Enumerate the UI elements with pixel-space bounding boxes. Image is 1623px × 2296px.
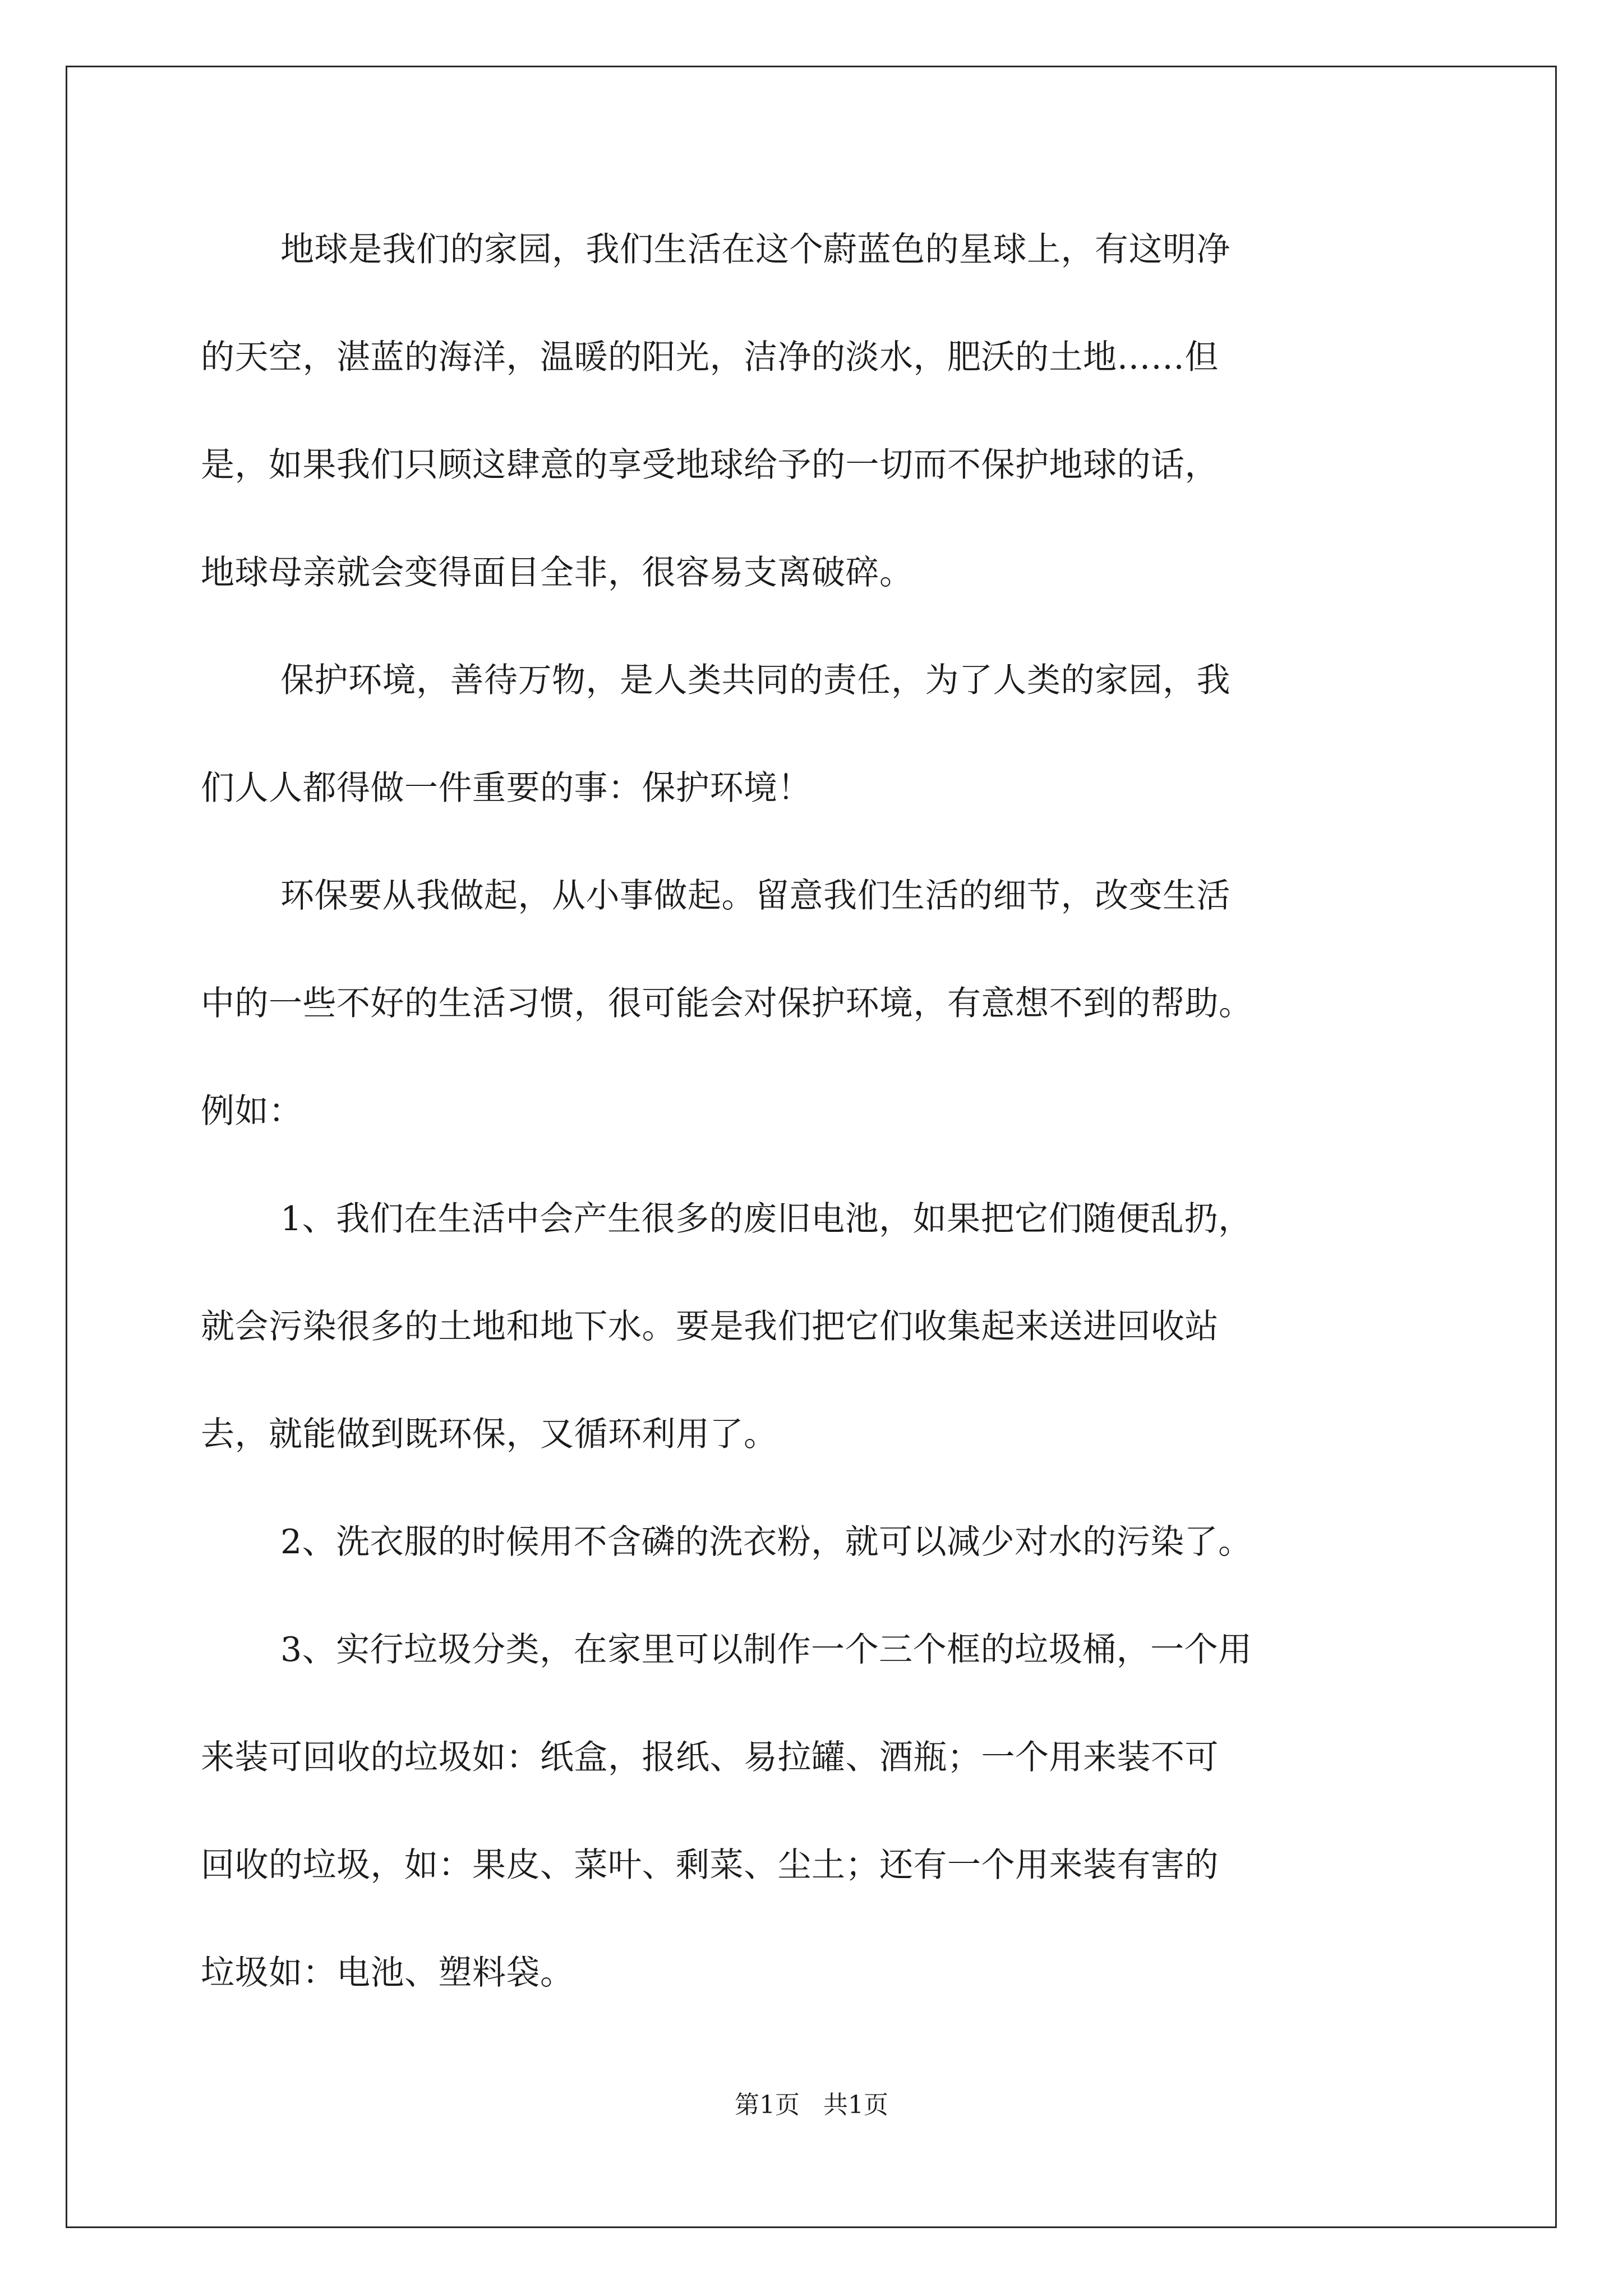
- text-line: 们人人都得做一件重要的事：保护环境！: [201, 769, 811, 808]
- text-line: 垃圾如：电池、塑料袋。: [201, 1953, 574, 1993]
- text-line: 地球是我们的家园，我们生活在这个蔚蓝色的星球上，有这明净: [280, 230, 1230, 269]
- text-line: 3、实行垃圾分类，在家里可以制作一个三个框的垃圾桶，一个用: [280, 1630, 1252, 1669]
- page-footer: 第1页 共1页: [735, 2091, 888, 2119]
- text-line: 保护环境，善待万物，是人类共同的责任，为了人类的家园，我: [280, 661, 1230, 700]
- text-line: 去，就能做到既环保，又循环利用了。: [201, 1415, 778, 1454]
- text-line: 例如：: [201, 1092, 303, 1131]
- text-line: 1、我们在生活中会产生很多的废旧电池，如果把它们随便乱扔，: [280, 1199, 1252, 1239]
- text-line: 环保要从我做起，从小事做起。留意我们生活的细节，改变生活: [280, 876, 1230, 915]
- text-line: 来装可回收的垃圾如：纸盒，报纸、易拉罐、酒瓶；一个用来装不可: [201, 1738, 1219, 1777]
- text-line: 的天空，湛蓝的海洋，温暖的阳光，洁净的淡水，肥沃的土地……但: [201, 338, 1219, 377]
- page-border: [66, 66, 1557, 2228]
- text-line: 中的一些不好的生活习惯，很可能会对保护环境，有意想不到的帮助。: [201, 984, 1253, 1023]
- text-line: 2、洗衣服的时候用不含磷的洗衣粉，就可以减少对水的污染了。: [280, 1522, 1252, 1562]
- text-line: 地球母亲就会变得面目全非，很容易支离破碎。: [201, 553, 914, 592]
- text-line: 回收的垃圾，如：果皮、菜叶、剩菜、尘土；还有一个用来装有害的: [201, 1846, 1219, 1885]
- text-line: 是，如果我们只顾这肆意的享受地球给予的一切而不保护地球的话，: [201, 445, 1219, 485]
- text-line: 就会污染很多的土地和地下水。要是我们把它们收集起来送进回收站: [201, 1307, 1219, 1346]
